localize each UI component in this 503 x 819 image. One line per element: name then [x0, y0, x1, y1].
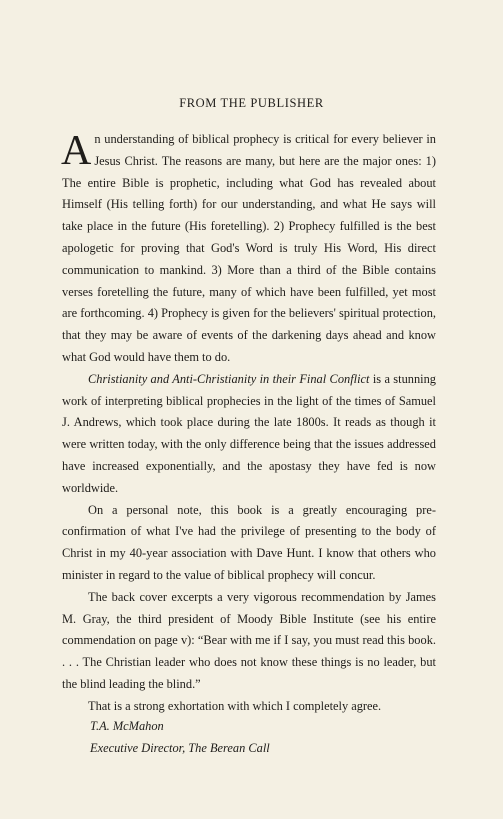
body-text [62, 129, 436, 718]
paragraph-3: On a personal note, this book is a greatly encouraging pre-confirmation of what I've had the privilege of presenting to the body of Christ in my 40-year association with Dave Hunt. I know that others who minister in regard to the value of biblical prophecy will concur. [62, 502, 436, 582]
signature-title: Executive Director, The Berean Call [90, 740, 270, 755]
paragraph-1 [62, 129, 436, 369]
paragraph-5: That is a strong exhortation with which I completely agree. [88, 698, 382, 713]
paragraph-2 [62, 369, 436, 500]
paragraph-2-text: is a stunning work of interpreting biblical prophecies in the light of the times of Samuel J. Andrews, which took place during the late 1800s. It reads as though it were written today, with the only difference being that the issues addressed have increased exponentially, and the apostasy they have fed is now worldwide. [62, 371, 436, 495]
signature-name: T.A. McMahon [90, 719, 164, 733]
book-title: Christianity and Anti-Christianity in their Final Conflict [88, 371, 370, 386]
paragraph-1-text: n understanding of biblical prophecy is critical for every believer in Jesus Christ. The reasons are many, but here are the major ones: 1) The entire Bible is prophetic, including what God has revealed about Himself (His telling forth) for our understanding, and what He says will take place in the future (His foretelling). 2) Prophecy fulfilled is the best apologetic for proving that God's Word is truly His Word, His direct communication to mankind. 3) More than a third of the Bible contains verses foretelling the future, many of which have been fulfilled, yet most are forthcoming. 4) Prophecy is given for the believers' spiritual protection, that they may be aware of events of the darkening days ahead and know what God would have them to do. [62, 132, 436, 364]
drop-cap: A [61, 128, 92, 174]
signature-block [90, 716, 270, 760]
paragraph-4: The back cover excerpts a very vigorous recommendation by James M. Gray, the third president of Moody Bible Institute (see his entire commendation on page v): “Bear with me if I say, you must read this book. . . . The Christian leader who does not know these things is no leader, but the blind leading the blind.” [62, 589, 436, 691]
page-heading: FROM THE PUBLISHER [179, 96, 324, 110]
